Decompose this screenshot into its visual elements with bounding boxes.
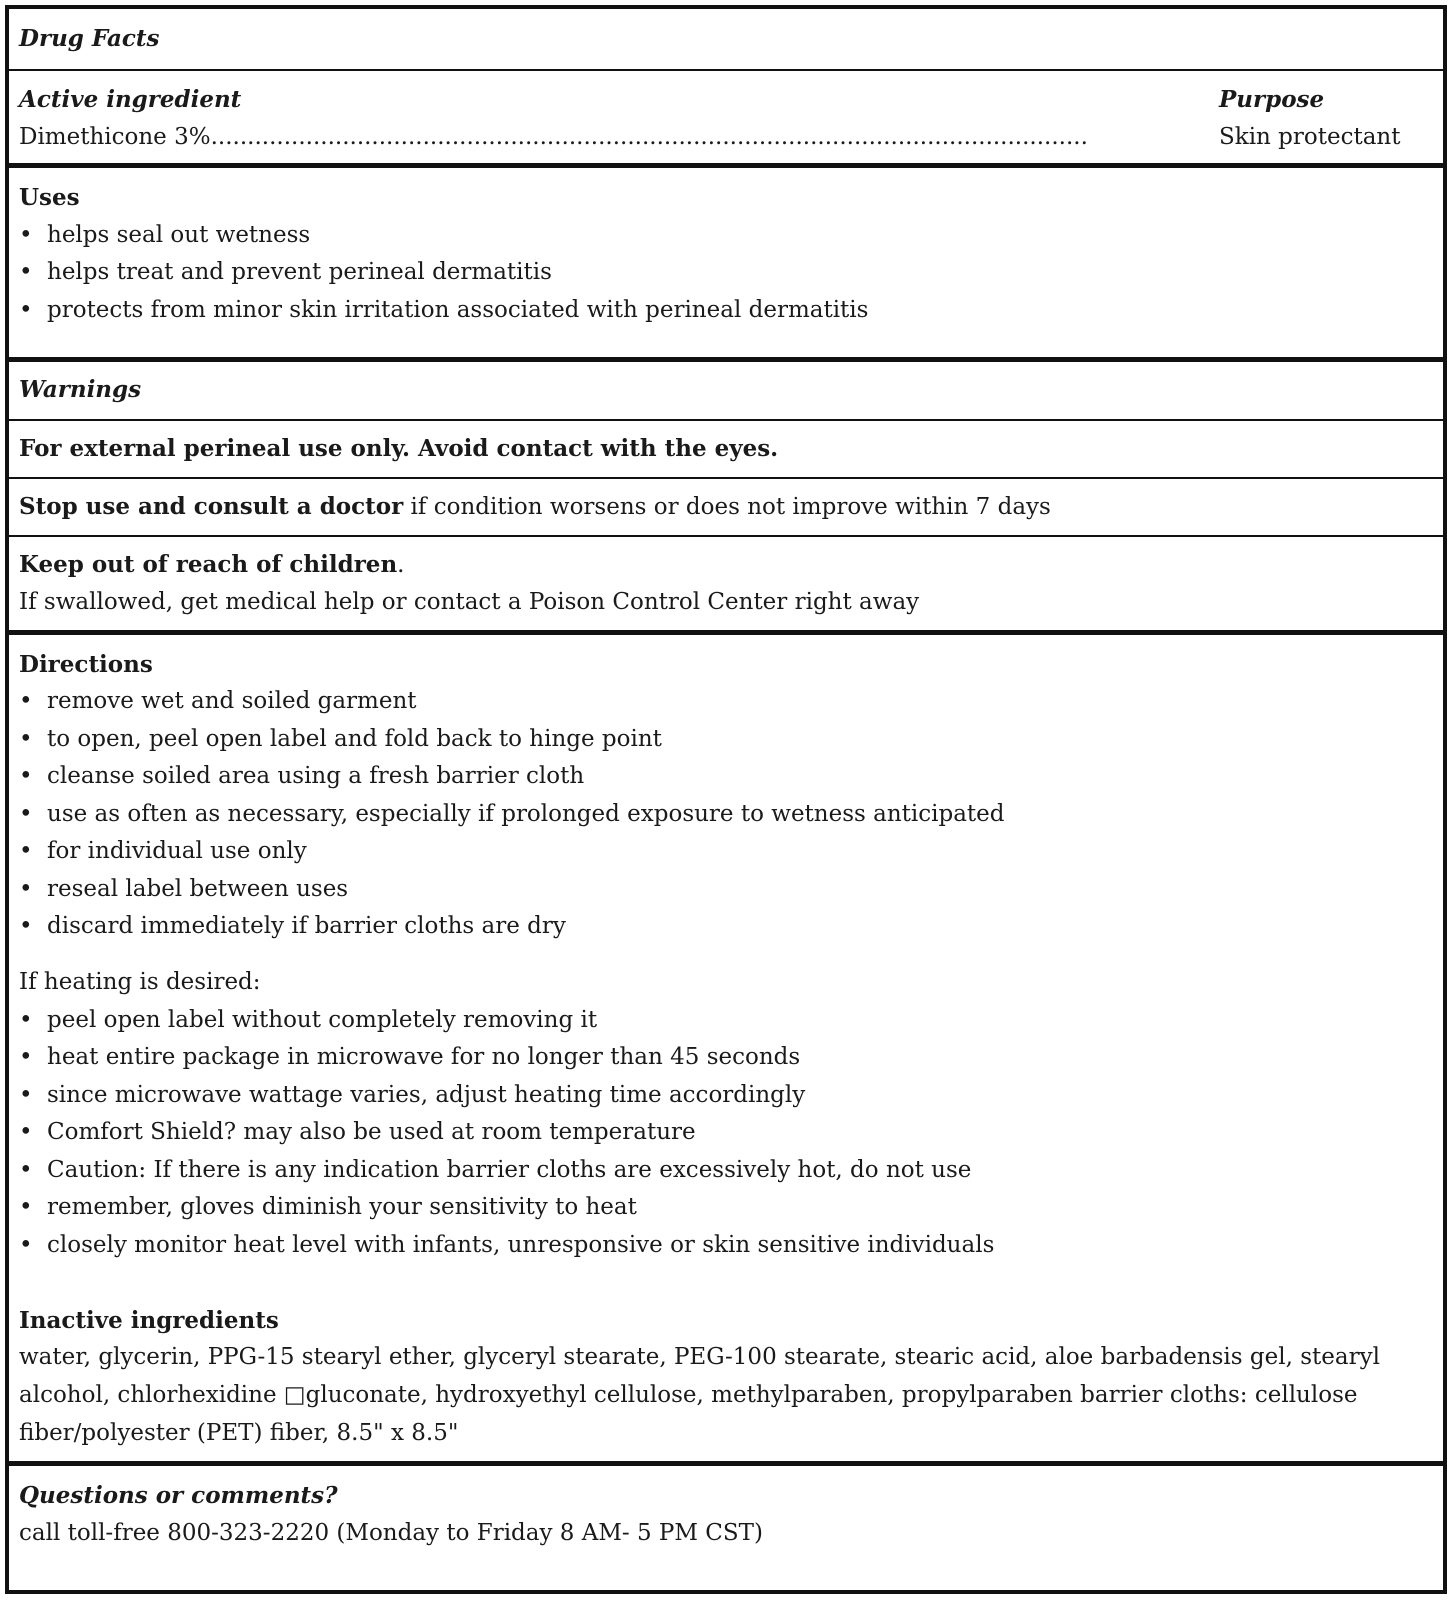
directions-heading: Directions (19, 651, 153, 678)
bullet-icon: • (19, 1194, 33, 1220)
list-item: • use as often as necessary, especially if prolonged exposure to wetness anticipated (19, 801, 1005, 827)
bullet-icon: • (19, 763, 33, 789)
keep-out-warning (9, 537, 1443, 635)
active-ingredient-name: Dimethicone 3% (19, 124, 211, 150)
bullet-icon: • (19, 688, 33, 714)
bullet-icon: • (19, 801, 33, 827)
stop-use-line (19, 493, 1051, 520)
bullet-icon: • (19, 1119, 33, 1145)
inactive-ingredients-text: water, glycerin, PPG-15 stearyl ether, glyceryl stearate, PEG-100 stearate, stearic acid, aloe barbadensis gel, stearyl alcohol, chlorhexidine □gluconate, hydroxyethyl cellulose, methylparaben, propylparaben barrier cloths: cellulose fiber/polyester (PET) fiber, 8.5" x 8.5" (19, 1344, 1380, 1446)
bullet-icon: • (19, 1232, 33, 1258)
list-item: • helps treat and prevent perineal dermatitis (19, 259, 552, 285)
list-item: • Comfort Shield? may also be used at room temperature (19, 1119, 696, 1145)
list-item: • cleanse soiled area using a fresh barrier cloth (19, 763, 585, 789)
questions-section (9, 1466, 1443, 1590)
questions-contact: call toll-free 800-323-2220 (Monday to Friday 8 AM- 5 PM CST) (19, 1520, 763, 1546)
uses-section (9, 168, 1443, 362)
drug-facts-panel (5, 5, 1447, 1594)
list-item: • heat entire package in microwave for no longer than 45 seconds (19, 1044, 801, 1070)
bullet-icon: • (19, 222, 33, 248)
purpose-value: Skin protectant (1219, 124, 1401, 150)
bullet-icon: • (19, 876, 33, 902)
drug-facts-title: Drug Facts (19, 25, 160, 52)
external-use-text: For external perineal use only. Avoid contact with the eyes. (19, 435, 779, 462)
bullet-icon: • (19, 259, 33, 285)
inactive-ingredients-heading: Inactive ingredients (19, 1307, 279, 1334)
list-item: • protects from minor skin irritation associated with perineal dermatitis (19, 297, 869, 323)
external-use-warning (9, 421, 1443, 479)
keep-out-bold: Keep out of reach of children (19, 551, 398, 578)
stop-use-warning (9, 479, 1443, 537)
list-item: • remove wet and soiled garment (19, 688, 417, 714)
active-ingredient-line (19, 124, 1088, 150)
questions-heading: Questions or comments? (19, 1482, 338, 1509)
warnings-heading: Warnings (19, 376, 142, 403)
list-item: • peel open label without completely removing it (19, 1007, 598, 1033)
bullet-icon: • (19, 838, 33, 864)
list-item: • helps seal out wetness (19, 222, 311, 248)
keep-out-line: Keep out of reach of children. (19, 551, 405, 578)
active-ingredient-section (9, 71, 1443, 168)
list-item: • reseal label between uses (19, 876, 349, 902)
stop-use-rest: if condition worsens or does not improve within 7 days (403, 494, 1051, 520)
bullet-icon: • (19, 297, 33, 323)
directions-section (9, 635, 1443, 1466)
list-item: • remember, gloves diminish your sensitivity to heat (19, 1194, 637, 1220)
bullet-icon: • (19, 1007, 33, 1033)
purpose-heading: Purpose (1219, 86, 1325, 113)
list-item: • Caution: If there is any indication barrier cloths are excessively hot, do not use (19, 1157, 972, 1183)
bullet-icon: • (19, 913, 33, 939)
bullet-icon: • (19, 1157, 33, 1183)
list-item: • to open, peel open label and fold back to hinge point (19, 726, 662, 752)
drug-facts-header (9, 9, 1443, 71)
swallowed-text: If swallowed, get medical help or contact a Poison Control Center right away (19, 589, 920, 615)
active-ingredient-heading: Active ingredient (19, 86, 242, 113)
list-item: • since microwave wattage varies, adjust heating time accordingly (19, 1082, 806, 1108)
bullet-icon: • (19, 1044, 33, 1070)
uses-heading: Uses (19, 184, 80, 211)
heating-intro: If heating is desired: (19, 969, 261, 995)
active-ingredient-leader: ........................................................................................................................ (210, 124, 1088, 150)
warnings-header (9, 362, 1443, 421)
list-item: • discard immediately if barrier cloths are dry (19, 913, 566, 939)
bullet-icon: • (19, 1082, 33, 1108)
bullet-icon: • (19, 726, 33, 752)
list-item: • for individual use only (19, 838, 307, 864)
stop-use-bold: Stop use and consult a doctor (19, 493, 404, 520)
list-item: • closely monitor heat level with infants, unresponsive or skin sensitive individuals (19, 1232, 995, 1258)
